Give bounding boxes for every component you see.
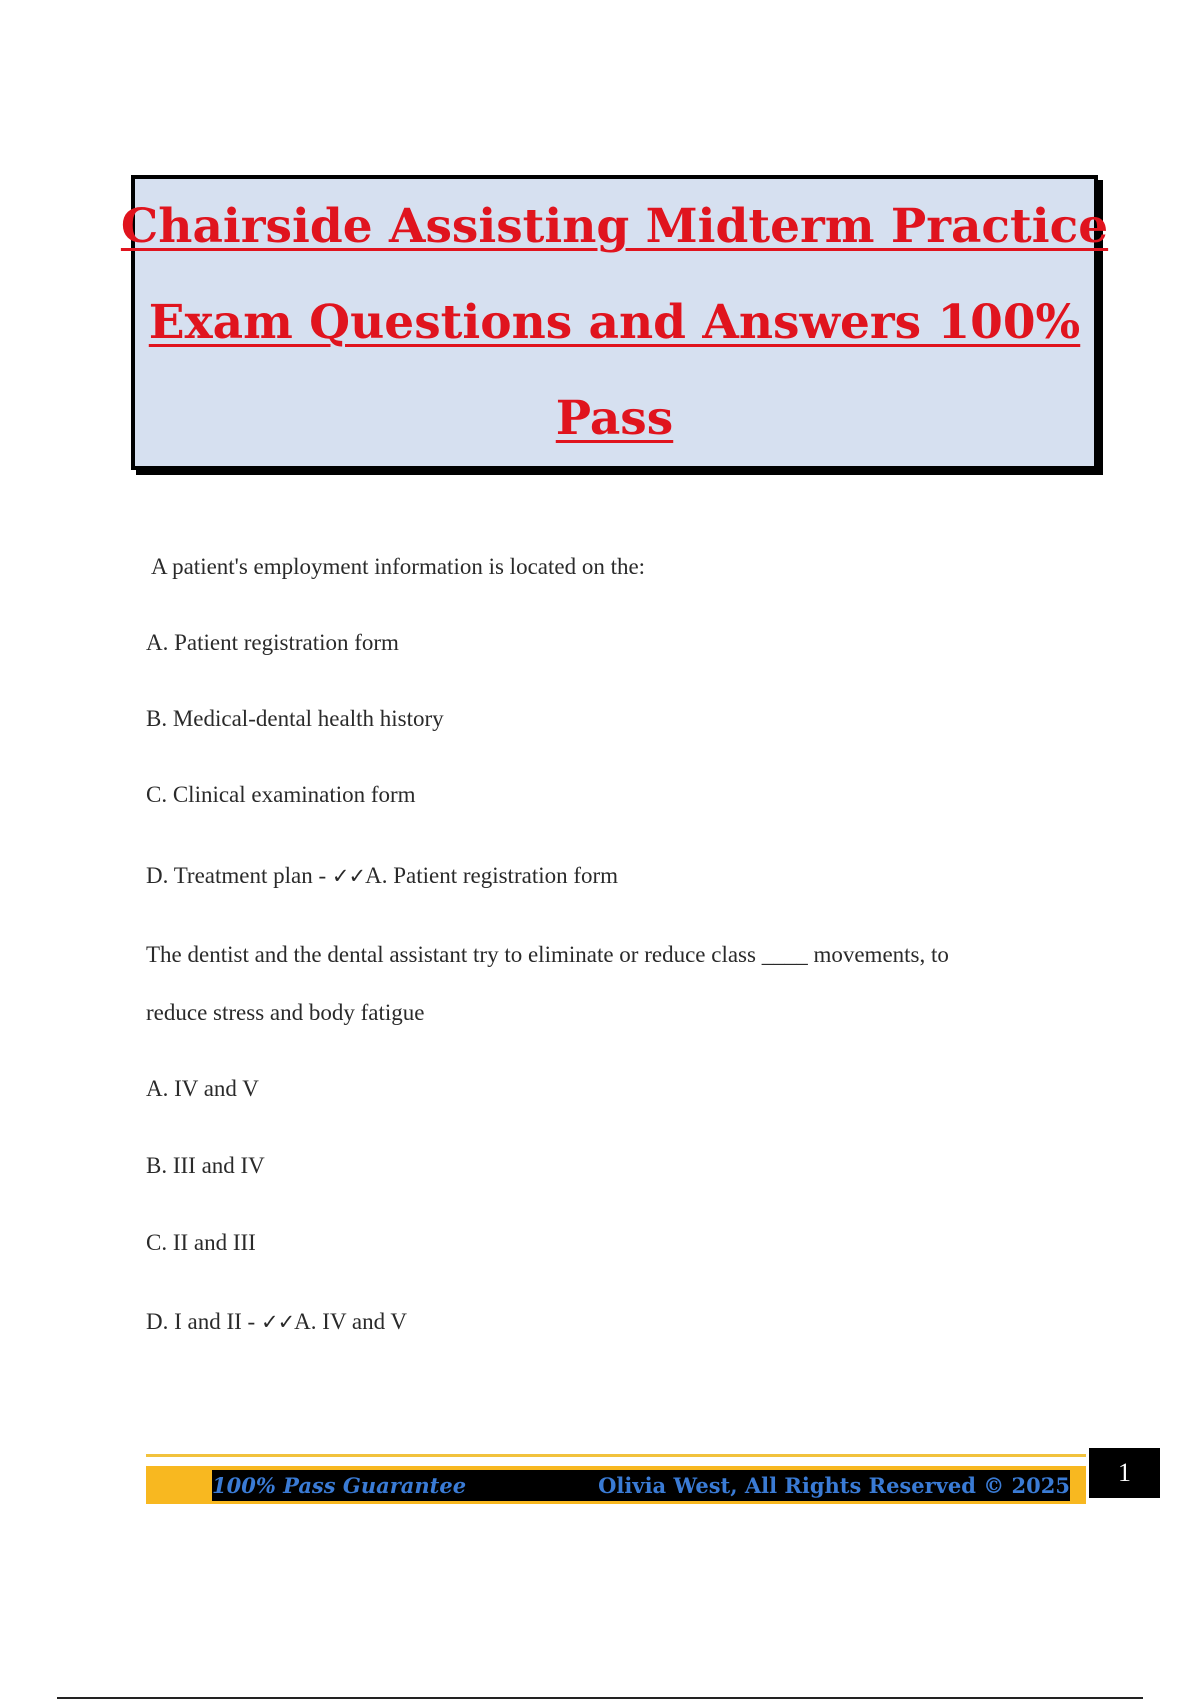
question-2-prompt-line-2: reduce stress and body fatigue [146, 1000, 425, 1025]
footer-top-rule [146, 1454, 1086, 1457]
question-2-option-d: D. I and II - [146, 1309, 256, 1334]
question-1-check-mark: ✓✓ [331, 864, 366, 888]
question-2-option-d-row [146, 1307, 407, 1337]
question-1-answer: A. Patient registration form [365, 863, 619, 888]
question-2-answer: A. IV and V [294, 1309, 408, 1334]
title-line-3: Pass [555, 390, 674, 446]
title-line-1: Chairside Assisting Midterm Practice [120, 198, 1109, 254]
title-box [120, 175, 1109, 470]
bottom-rule [57, 1697, 1143, 1699]
title-line-2: Exam Questions and Answers 100% [148, 294, 1081, 350]
question-2-prompt-line-1: The dentist and the dental assistant try to eliminate or reduce class ____ movements, to [146, 942, 949, 967]
question-2-option-b: B. III and IV [146, 1153, 265, 1178]
page-number: 1 [1089, 1448, 1160, 1498]
question-1-option-a: A. Patient registration form [146, 630, 399, 655]
question-1-option-b: B. Medical-dental health history [146, 706, 444, 731]
question-1-option-d: D. Treatment plan - [146, 863, 327, 888]
footer-right-text: Olivia West, All Rights Reserved © 2025 [598, 1473, 1070, 1498]
question-2-option-a: A. IV and V [146, 1076, 259, 1101]
question-1-option-c: C. Clinical examination form [146, 782, 416, 807]
question-2-check-mark: ✓✓ [260, 1310, 295, 1334]
footer-left-text: 100% Pass Guarantee [212, 1473, 467, 1498]
question-1-prompt: A patient's employment information is located on the: [151, 554, 646, 579]
question-1-option-d-row [146, 861, 618, 891]
question-2-option-c: C. II and III [146, 1230, 256, 1255]
